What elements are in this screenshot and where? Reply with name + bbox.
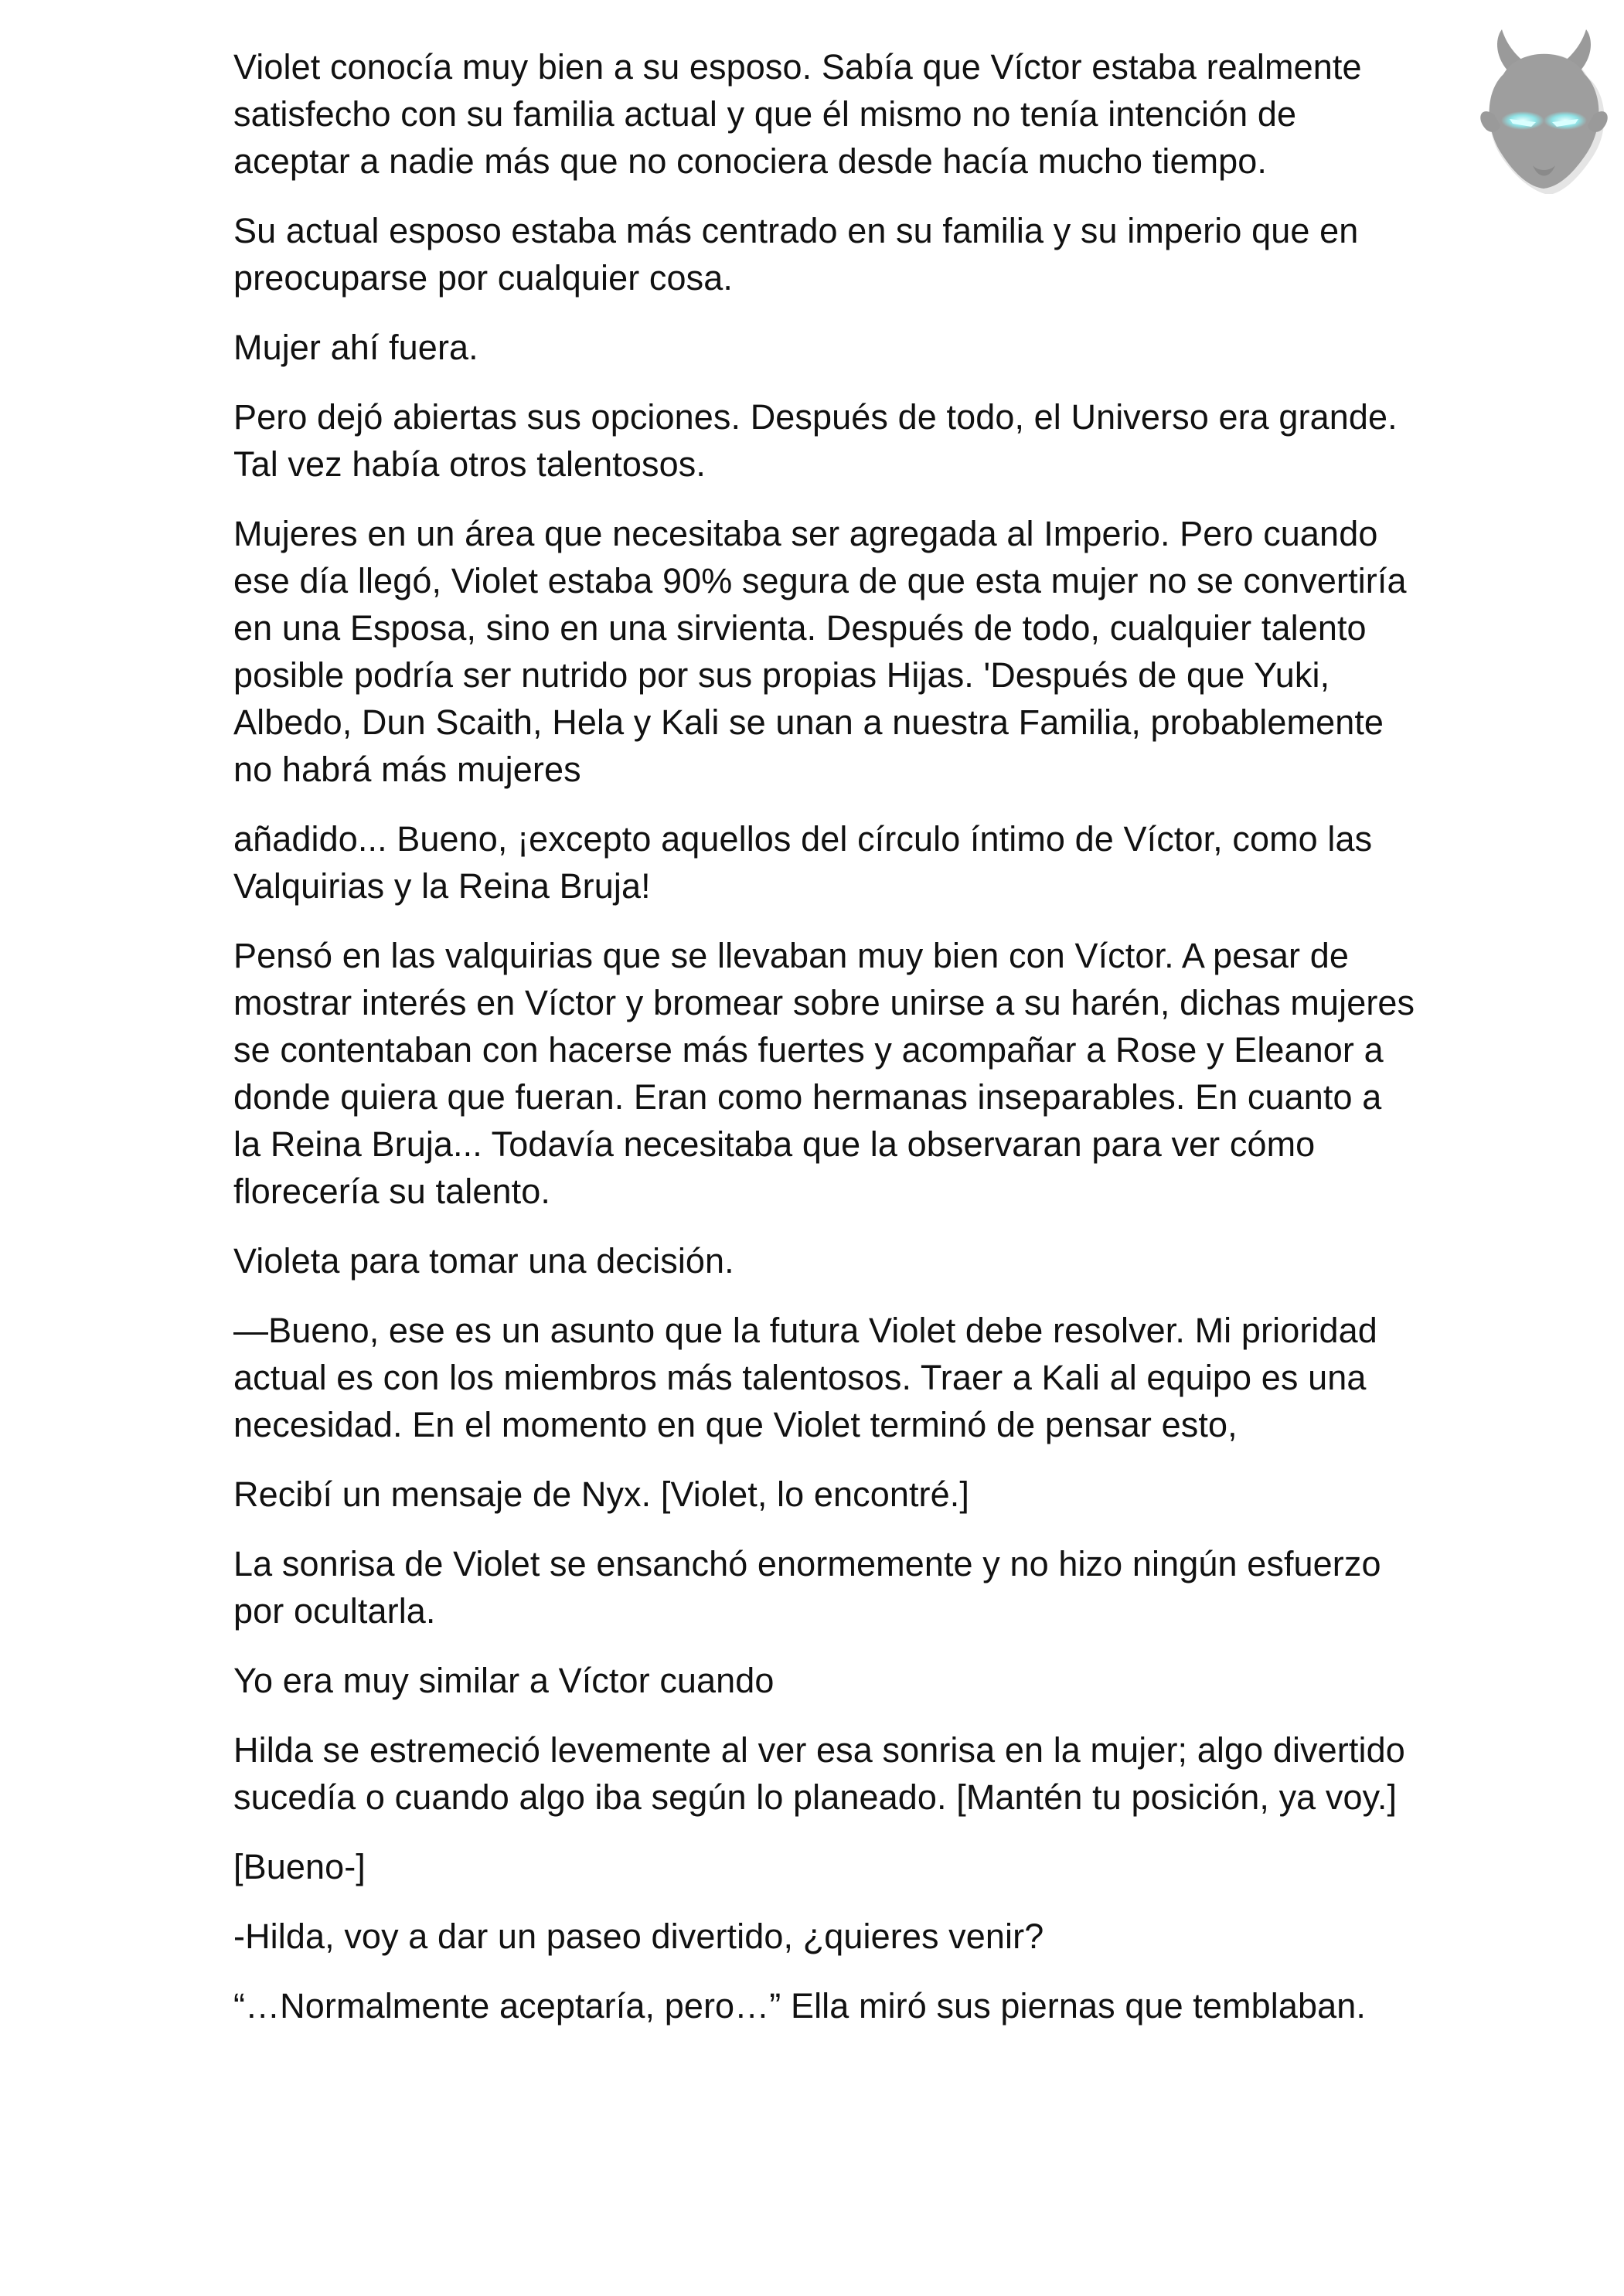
paragraph: [Bueno-] (233, 1847, 366, 1886)
paragraph: Yo era muy similar a Víctor cuando (233, 1661, 775, 1700)
paragraph: Recibí un mensaje de Nyx. [Violet, lo encontré.] (233, 1475, 969, 1514)
paragraph: Mujer ahí fuera. (233, 328, 478, 367)
demon-head-logo-icon (1472, 28, 1615, 194)
paragraph: Violet conocía muy bien a su esposo. Sabía que Víctor estaba realmente satisfecho con su familia actual y que él mismo no tenía intención de aceptar a nadie más que no conociera desde hacía mucho tiempo. (233, 47, 1362, 181)
paragraph: Hilda se estremeció levemente al ver esa sonrisa en la mujer; algo divertido sucedía o cuando algo iba según lo planeado. [Mantén tu posición, ya voy.] (233, 1730, 1405, 1817)
document-body (233, 43, 1416, 2052)
paragraph: añadido... Bueno, ¡excepto aquellos del círculo íntimo de Víctor, como las Valquirias y la Reina Bruja! (233, 819, 1373, 906)
paragraph: -Hilda, voy a dar un paseo divertido, ¿quieres venir? (233, 1917, 1044, 1956)
paragraph: La sonrisa de Violet se ensanchó enormemente y no hizo ningún esfuerzo por ocultarla. (233, 1544, 1381, 1631)
paragraph: Violeta para tomar una decisión. (233, 1241, 734, 1281)
paragraph: “…Normalmente aceptaría, pero…” Ella miró sus piernas que temblaban. (233, 1986, 1366, 2026)
paragraph: —Bueno, ese es un asunto que la futura Violet debe resolver. Mi prioridad actual es con los miembros más talentosos. Traer a Kali al equipo es una necesidad. En el momento en que Violet terminó de pensar esto, (233, 1311, 1377, 1444)
paragraph: Su actual esposo estaba más centrado en su familia y su imperio que en preocuparse por cualquier cosa. (233, 211, 1359, 298)
paragraph: Pero dejó abiertas sus opciones. Después de todo, el Universo era grande. Tal vez había otros talentosos. (233, 397, 1398, 484)
paragraph: Mujeres en un área que necesitaba ser agregada al Imperio. Pero cuando ese día llegó, Violet estaba 90% segura de que esta mujer no se convertiría en una Esposa, sino en una sirvienta. Después de todo, cualquier talento posible podría ser nutrido por sus propias Hijas. 'Después de que Yuki, Albedo, Dun Scaith, Hela y Kali se unan a nuestra Familia, probablemente no habrá más mujeres (233, 514, 1407, 789)
paragraph: Pensó en las valquirias que se llevaban muy bien con Víctor. A pesar de mostrar interés en Víctor y bromear sobre unirse a su harén, dichas mujeres se contentaban con hacerse más fuertes y acompañar a Rose y Eleanor a donde quiera que fueran. Eran como hermanas inseparables. En cuanto a la Reina Bruja... Todavía necesitaba que la observaran para ver cómo florecería su talento. (233, 936, 1415, 1211)
